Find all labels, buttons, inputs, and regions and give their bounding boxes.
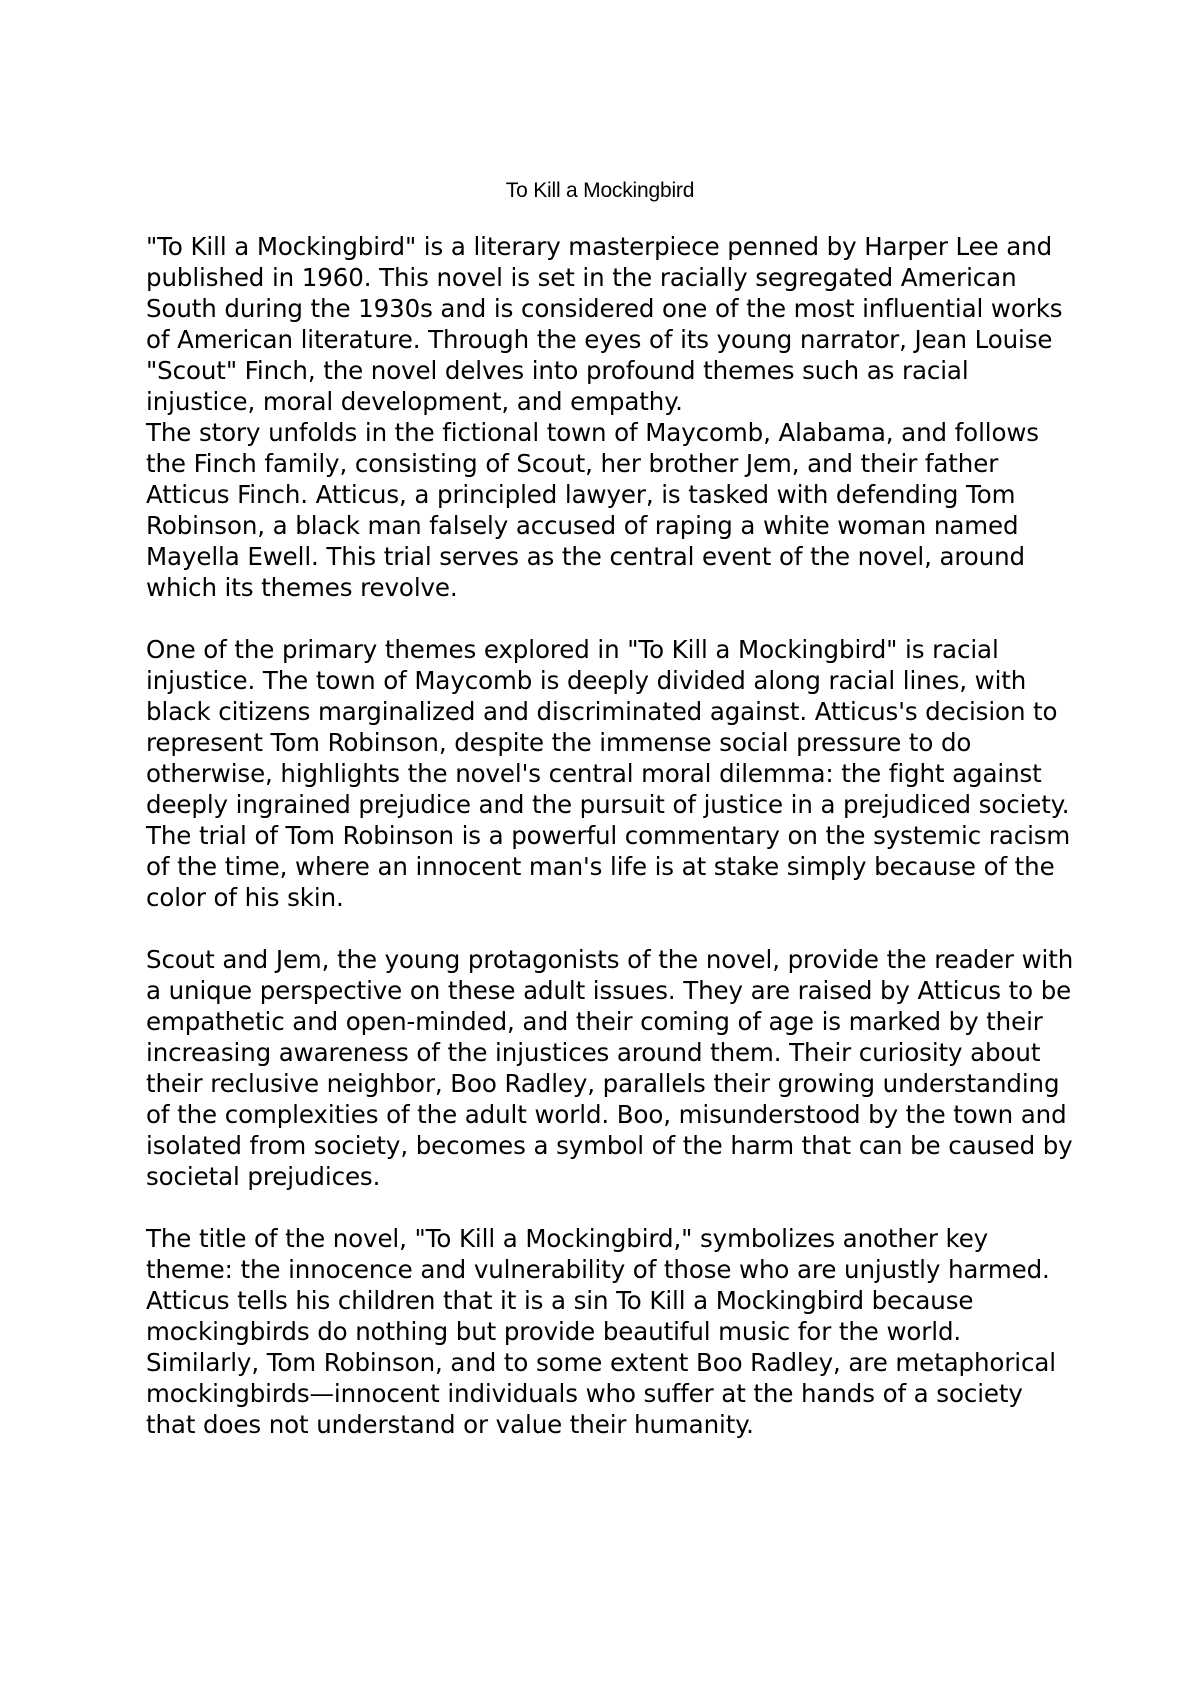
document-title: To Kill a Mockingbird <box>505 179 695 202</box>
document-body <box>146 231 1076 1440</box>
paragraph-story: The story unfolds in the fictional town of Maycomb, Alabama, and follows the Finch family, consisting of Scout, her brother Jem, and their father Atticus Finch. Atticus, a principled lawyer, is tasked with defending Tom Robinson, a black man falsely accused of raping a white woman named Mayella Ewell. This trial serves as the central event of the novel, around which its themes revolve. <box>146 418 1039 602</box>
paragraph-title-symbolism: The title of the novel, "To Kill a Mockingbird," symbolizes another key theme: the innocence and vulnerability of those who are unjustly harmed. Atticus tells his children that it is a sin To Kill a Mockingbird because mockingbirds do nothing but provide beautiful music for the world. Similarly, Tom Robinson, and to some extent Boo Radley, are metaphorical mockingbirds—innocent individuals who suffer at the hands of a society that does not understand or value their humanity. <box>146 1224 1056 1439</box>
paragraph-protagonists: Scout and Jem, the young protagonists of the novel, provide the reader with a unique perspective on these adult issues. They are raised by Atticus to be empathetic and open-minded, and their coming of age is marked by their increasing awareness of the injustices around them. Their curiosity about their reclusive neighbor, Boo Radley, parallels their growing understanding of the complexities of the adult world. Boo, misunderstood by the town and isolated from society, becomes a symbol of the harm that can be caused by societal prejudices. <box>146 945 1074 1191</box>
paragraph-racial-injustice: One of the primary themes explored in "To Kill a Mockingbird" is racial injustice. The town of Maycomb is deeply divided along racial lines, with black citizens marginalized and discriminated against. Atticus's decision to represent Tom Robinson, despite the immense social pressure to do otherwise, highlights the novel's central moral dilemma: the fight against deeply ingrained prejudice and the pursuit of justice in a prejudiced society. The trial of Tom Robinson is a powerful commentary on the systemic racism of the time, where an innocent man's life is at stake simply because of the color of his skin. <box>146 635 1071 912</box>
paragraph-intro: "To Kill a Mockingbird" is a literary masterpiece penned by Harper Lee and published in 1960. This novel is set in the racially segregated American South during the 1930s and is considered one of the most influential works of American literature. Through the eyes of its young narrator, Jean Louise "Scout" Finch, the novel delves into profound themes such as racial injustice, moral development, and empathy. <box>146 232 1063 416</box>
